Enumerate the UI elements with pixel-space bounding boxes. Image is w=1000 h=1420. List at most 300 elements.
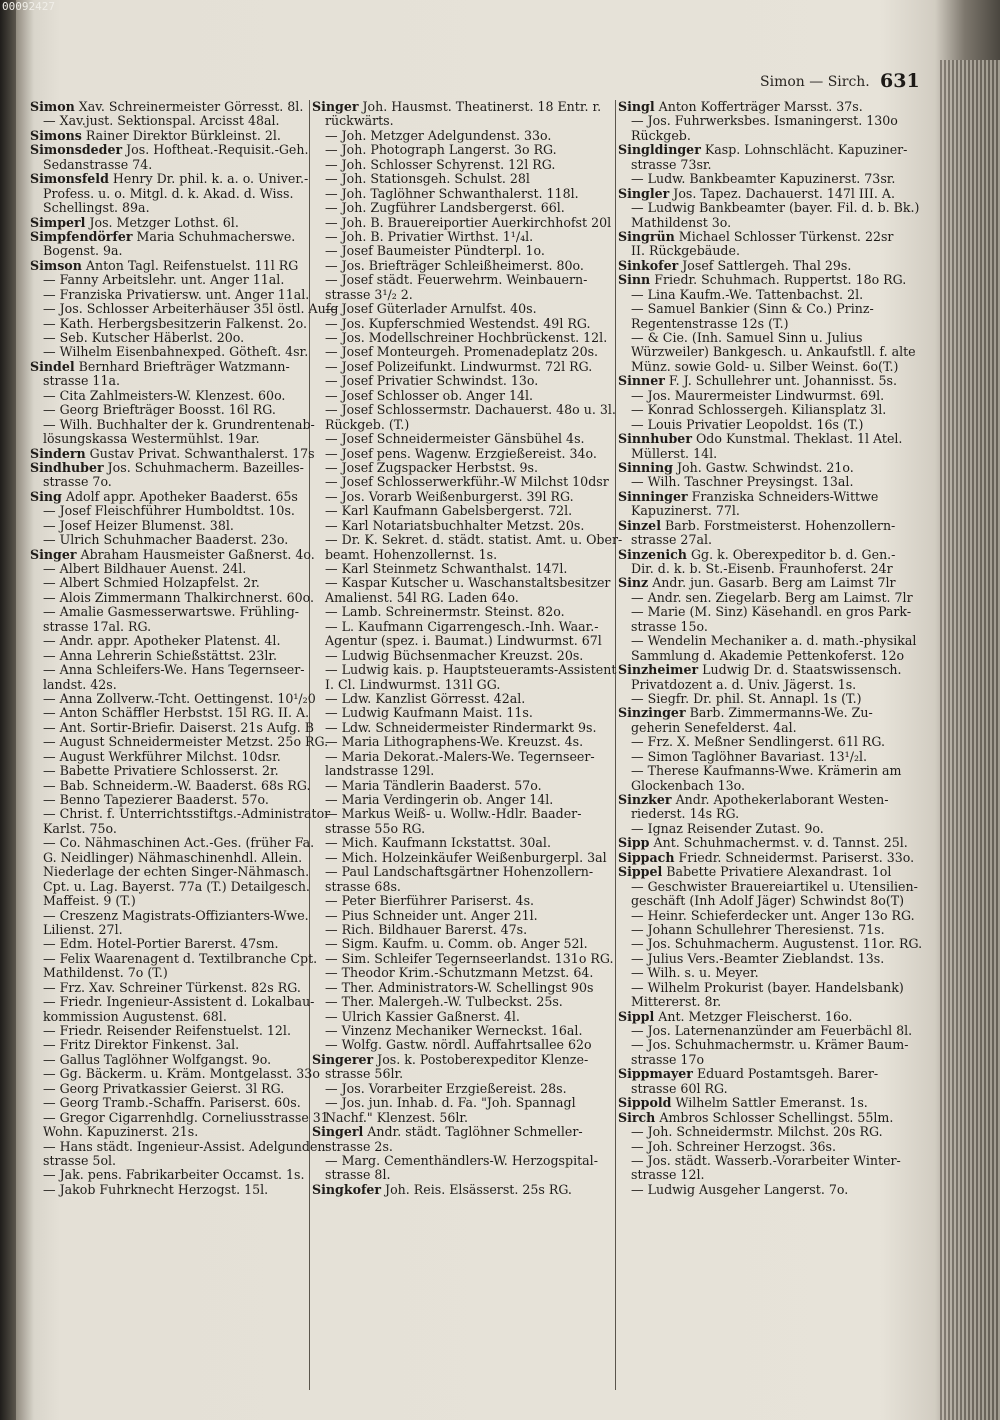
directory-entry-line — [618, 1067, 918, 1081]
entry-text: — Ulrich Kassier Gaßnerst. 4l. — [325, 1008, 520, 1024]
directory-entry-line — [312, 259, 614, 273]
directory-entry-line — [618, 793, 918, 807]
entry-text: — Josef Privatier Schwindst. 13o. — [325, 373, 539, 389]
directory-entry-line — [312, 302, 614, 316]
entry-text: Glockenbach 13o. — [631, 777, 746, 793]
entry-text: strasse 3¹/₂ 2. — [325, 286, 413, 302]
directory-entry-line — [312, 1168, 614, 1182]
directory-entry-line — [30, 678, 308, 692]
directory-entry-line — [30, 649, 308, 663]
directory-entry-line — [312, 100, 614, 114]
directory-entry-line — [312, 1082, 614, 1096]
directory-entry-line — [30, 994, 315, 1010]
entry-text: — L. Kaufmann Cigarrengesch.-Inh. Waar.- — [325, 618, 599, 634]
entry-text: strasse 68s. — [325, 878, 401, 894]
entry-text: — Cita Zahlmeisters-W. Klenzest. 60o. — [43, 387, 286, 403]
directory-entry-line — [618, 1024, 918, 1038]
surname-heading: Sinzker — [618, 792, 672, 807]
entry-text: — Hans städt. Ingenieur-Assist. Adelgunden- — [43, 1138, 330, 1154]
entry-text: strasse 56lr. — [325, 1066, 404, 1082]
directory-entry-line — [30, 143, 308, 157]
entry-text: — Josef Schlosser ob. Anger 14l. — [325, 387, 534, 403]
entry-text: — Julius Vers.-Beamter Zieblandst. 13s. — [631, 950, 885, 966]
entry-text: — Andr. sen. Ziegelarb. Berg am Laimst. 7lr — [631, 589, 913, 605]
entry-text: landstrasse 129l. — [325, 763, 435, 779]
directory-entry-line — [618, 649, 918, 663]
directory-entry-line — [312, 288, 614, 302]
directory-entry-line — [30, 244, 308, 258]
directory-entry-line — [30, 504, 308, 518]
entry-text: Jos. Hoftheat.-Requisit.-Geh. — [122, 142, 309, 158]
directory-entry-line — [312, 114, 614, 128]
entry-text: — Geschwister Brauereiartikel u. Utensilien- — [631, 878, 918, 894]
directory-entry-line — [618, 100, 918, 114]
entry-text: strasse 27al. — [631, 532, 712, 548]
directory-entry-line — [618, 389, 918, 403]
directory-entry-line — [312, 620, 614, 634]
directory-entry-line — [618, 317, 918, 331]
directory-entry-line — [312, 1038, 614, 1052]
directory-entry-line — [618, 273, 918, 287]
entry-text: — Marg. Cementhändlers-W. Herzogspital- — [325, 1152, 598, 1168]
surname-heading: Singer — [312, 99, 359, 114]
entry-text: — Josef Schlosserwerkführ.-W Milchst 10dsr — [325, 474, 609, 490]
directory-entry-line — [618, 909, 918, 923]
entry-text: Babette Privatiere Alexandrast. 1ol — [662, 864, 892, 880]
entry-text: landst. 42s. — [43, 676, 117, 692]
directory-entry-line — [312, 475, 614, 489]
entry-text: — August Werkführer Milchst. 10dsr. — [43, 748, 281, 764]
directory-entry-line — [30, 1168, 308, 1182]
directory-entry-line — [30, 345, 308, 359]
directory-entry-line — [30, 719, 315, 735]
surname-heading: Sippel — [618, 864, 663, 880]
directory-entry-line — [312, 764, 614, 778]
entry-text: I. Cl. Lindwurmst. 131l GG. — [325, 676, 501, 692]
entry-text: Dir. d. k. b. St.-Eisenb. Fraunhoferst. 24r — [631, 561, 893, 576]
entry-text: — Amalie Gasmesserwartswe. Frühling- — [43, 604, 300, 620]
entry-text: Andr. städt. Taglöhner Schmeller- — [363, 1124, 583, 1140]
directory-entry-line — [618, 692, 918, 706]
entry-text: Xav. Schreinermeister Görresst. 8l. — [74, 99, 304, 114]
directory-entry-line — [312, 129, 614, 143]
entry-text: — August Schneidermeister Metzst. 25o RG. — [43, 734, 329, 750]
directory-entry-line — [618, 288, 918, 302]
directory-entry-line — [312, 793, 614, 807]
entry-text: strasse 7o. — [43, 474, 112, 490]
entry-text: — Georg Tramb.-Schaffn. Pariserst. 60s. — [43, 1095, 301, 1111]
directory-entry-line — [30, 1024, 308, 1038]
directory-entry-line — [618, 735, 918, 749]
surname-heading: Sinninger — [618, 488, 688, 504]
entry-text: Maffeist. 9 (T.) — [43, 893, 136, 909]
directory-entry-line — [312, 851, 614, 865]
entry-text: — Dr. K. Sekret. d. städt. statist. Amt. u. Ober- — [325, 532, 623, 548]
directory-entry-line — [312, 649, 614, 663]
entry-text: — Gregor Cigarrenhdlg. Corneliusstrasse 31 — [43, 1109, 329, 1125]
directory-entry-line — [618, 114, 918, 128]
entry-text: Ludwig Dr. d. Staatswissensch. — [698, 662, 902, 678]
entry-text: — Anna Schleifers-We. Hans Tegernseer- — [43, 662, 305, 678]
entry-text: — Creszenz Magistrats-Offizianters-Wwe. — [43, 907, 309, 923]
directory-entry-line — [312, 447, 614, 461]
entry-text: Ant. Metzger Fleischerst. 16o. — [654, 1008, 853, 1024]
entry-text: Cpt. u. Lag. Bayerst. 77a (T.) Detailgesch. — [43, 878, 310, 894]
directory-entry-line — [618, 706, 918, 720]
entry-text: Jos. Tapez. Dachauerst. 147l III. A. — [669, 185, 895, 201]
directory-entry-line — [312, 158, 614, 172]
directory-entry-line — [312, 1154, 614, 1168]
directory-entry-line — [618, 764, 918, 778]
surname-heading: Simperl — [30, 214, 86, 230]
directory-entry-line — [618, 663, 918, 677]
entry-text: — Alois Zimmermann Thalkirchnerst. 60o. — [43, 589, 314, 605]
directory-entry-line — [30, 403, 308, 417]
directory-entry-line — [618, 187, 918, 201]
directory-entry-line — [618, 1111, 918, 1125]
directory-entry-line — [312, 662, 617, 678]
surname-heading: Singrün — [618, 228, 675, 244]
directory-entry-line — [30, 1154, 308, 1168]
entry-text: — Jos. städt. Wasserb.-Vorarbeiter Winter- — [631, 1152, 901, 1168]
entry-text: Amalienst. 54l RG. Laden 64o. — [325, 589, 519, 605]
entry-text: — Friedr. Reisender Reifenstuelst. 12l. — [43, 1023, 291, 1038]
entry-text: — Sigm. Kaufm. u. Comm. ob. Anger 52l. — [325, 936, 588, 952]
directory-entry-line — [30, 764, 308, 778]
directory-entry-line — [312, 403, 614, 417]
directory-entry-line — [30, 259, 308, 273]
directory-entry-line — [30, 620, 308, 634]
directory-entry-line — [618, 1038, 918, 1052]
book-gutter — [0, 0, 16, 1420]
entry-text: — Mich. Holzeinkäufer Weißenburgerpl. 3al — [325, 849, 607, 865]
directory-entry-line — [312, 1111, 614, 1125]
entry-text: — Bab. Schneiderm.-W. Baaderst. 68s RG. — [43, 777, 311, 793]
directory-entry-line — [618, 216, 918, 230]
entry-text: kommission Augustenst. 68l. — [43, 1008, 227, 1024]
entry-text: Bernhard Briefträger Watzmann- — [74, 358, 290, 374]
entry-text: — Seb. Kutscher Häberlst. 20o. — [43, 330, 245, 345]
entry-text: — Gg. Bäckerm. u. Kräm. Montgelasst. 33o — [43, 1066, 320, 1082]
directory-entry-line — [312, 1053, 614, 1067]
directory-entry-line — [618, 894, 918, 908]
directory-entry-line — [312, 836, 614, 850]
directory-entry-line — [30, 230, 308, 244]
directory-entry-line — [30, 187, 308, 201]
entry-text: — Jos. Maurermeister Lindwurmst. 69l. — [631, 387, 885, 403]
surname-heading: Simon — [30, 99, 75, 114]
directory-entry-line — [30, 923, 308, 937]
directory-entry-line — [618, 475, 918, 489]
entry-text: — Ignaz Reisender Zutast. 9o. — [631, 820, 824, 836]
directory-entry-line — [312, 822, 614, 836]
entry-text: — Josef Schneidermeister Gänsbühel 4s. — [325, 431, 585, 447]
entry-text: Joh. Reis. Elsässerst. 25s RG. — [381, 1181, 572, 1197]
page-edges — [940, 60, 1000, 1420]
entry-text: Müllerst. 14l. — [631, 445, 718, 461]
directory-entry-line — [618, 576, 918, 590]
entry-text: Mittererst. 8r. — [631, 994, 722, 1010]
directory-column-2 — [312, 99, 623, 1197]
entry-text: — Ludw. Bankbeamter Kapuzinerst. 73sr. — [631, 171, 896, 187]
directory-entry-line — [618, 605, 918, 619]
column-divider — [615, 100, 616, 1390]
entry-text: — Frz. Xav. Schreiner Türkenst. 82s RG. — [43, 979, 301, 995]
entry-text: — Paul Landschaftsgärtner Hohenzollern- — [325, 864, 594, 880]
directory-entry-line — [30, 562, 308, 576]
entry-text: — Marie (M. Sinz) Käsehandl. en gros Park- — [631, 604, 912, 620]
entry-text: — Josef städt. Feuerwehrm. Weinbauern- — [325, 272, 588, 288]
entry-text: Franziska Schneiders-Wittwe — [687, 488, 879, 504]
entry-text: Abraham Hausmeister Gaßnerst. 4o. — [76, 546, 315, 562]
directory-entry-line — [312, 432, 614, 446]
entry-text: II. Rückgebäude. — [631, 243, 740, 259]
directory-entry-line — [312, 937, 614, 951]
entry-text: — Ulrich Schuhmacher Baaderst. 23o. — [43, 532, 289, 548]
directory-entry-line — [30, 706, 308, 720]
directory-entry-line — [30, 317, 308, 331]
directory-entry-line — [312, 548, 614, 562]
entry-text: Gustav Privat. Schwanthalerst. 17s — [85, 445, 315, 461]
surname-heading: Sirch — [618, 1109, 656, 1125]
directory-entry-line — [618, 880, 918, 894]
directory-entry-line — [30, 576, 308, 590]
surname-heading: Sippl — [618, 1008, 655, 1024]
surname-heading: Singl — [618, 99, 655, 114]
entry-text: — Jos. Kupferschmied Westendst. 49l RG. — [325, 315, 591, 331]
entry-text: — Josef Baumeister Pündterpl. 1o. — [325, 243, 545, 259]
entry-text: — Joh. Stationsgeh. Schulst. 28l — [325, 171, 530, 187]
entry-text: — Lina Kaufm.-We. Tattenbachst. 2l. — [631, 286, 864, 302]
directory-entry-line — [312, 273, 614, 287]
directory-entry-line — [618, 807, 918, 821]
entry-text: — Joh. Zugführer Landsbergerst. 66l. — [325, 200, 565, 216]
directory-entry-line — [618, 981, 918, 995]
entry-text: — Joh. Schneidermstr. Milchst. 20s RG. — [631, 1124, 883, 1140]
directory-entry-line — [312, 230, 614, 244]
entry-text: riederst. 14s RG. — [631, 806, 740, 822]
directory-entry-line — [312, 331, 614, 345]
directory-entry-line — [30, 777, 311, 793]
directory-entry-line — [312, 461, 614, 475]
directory-entry-line — [312, 1125, 614, 1139]
directory-entry-line — [618, 548, 918, 562]
entry-text: Kapuzinerst. 77l. — [631, 503, 740, 519]
directory-entry-line — [30, 490, 308, 504]
entry-text: Rückgeb. — [631, 127, 691, 143]
entry-text: Sedanstrasse 74. — [43, 156, 153, 172]
surname-heading: Sinn — [618, 272, 651, 288]
entry-text: Karlst. 75o. — [43, 820, 117, 836]
entry-text: — Ludwig Bankbeamter (bayer. Fil. d. b. Bk.) — [631, 200, 920, 216]
entry-text: — Konrad Schlossergeh. Kiliansplatz 3l. — [631, 402, 887, 418]
entry-text: — Peter Bierführer Pariserst. 4s. — [325, 893, 535, 909]
entry-text: Michael Schlosser Türkenst. 22sr — [674, 228, 894, 244]
entry-text: — Kath. Herbergsbesitzerin Falkenst. 2o. — [43, 315, 308, 331]
entry-text: Schellingst. 89a. — [43, 200, 150, 216]
directory-entry-line — [312, 1024, 614, 1038]
directory-entry-line — [30, 416, 315, 432]
directory-entry-line — [30, 1066, 320, 1082]
directory-entry-line — [30, 1010, 308, 1024]
entry-text: — Joh. B. Brauereiportier Auerkirchhofst 20l — [325, 214, 612, 230]
entry-text: — Simon Taglöhner Bavariast. 13¹/₂l. — [631, 748, 868, 764]
entry-text: — Heinr. Schieferdecker unt. Anger 13o RG. — [631, 907, 915, 923]
entry-text: — Wilhelm Prokurist (bayer. Handelsbank) — [631, 979, 904, 995]
directory-entry-line — [312, 360, 614, 374]
entry-text: — Jak. pens. Fabrikarbeiter Occamst. 1s. — [43, 1167, 305, 1183]
directory-entry-line — [618, 345, 918, 359]
entry-text: strasse 8l. — [325, 1167, 391, 1183]
entry-text: Jos. Schuhmacherm. Bazeilles- — [103, 459, 304, 475]
directory-entry-line — [312, 750, 614, 764]
directory-entry-line — [312, 706, 614, 720]
entry-text: — Jos. Schlosser Arbeiterhäuser 35l östl. Aufg — [43, 301, 339, 317]
directory-entry-line — [30, 100, 308, 114]
directory-entry-line — [618, 1053, 918, 1067]
directory-entry-line — [312, 952, 614, 966]
entry-text: — Andr. appr. Apotheker Platenst. 4l. — [43, 633, 281, 649]
directory-entry-line — [30, 216, 308, 230]
entry-text: — Ldw. Kanzlist Görresst. 42al. — [325, 690, 526, 706]
directory-entry-line — [30, 880, 308, 894]
directory-entry-line — [312, 591, 614, 605]
directory-entry-line — [312, 865, 614, 879]
directory-entry-line — [618, 952, 918, 966]
directory-entry-line — [30, 331, 308, 345]
entry-text: Friedr. Schneidermst. Pariserst. 33o. — [674, 849, 915, 865]
directory-entry-line — [618, 966, 918, 980]
entry-text: — Maria Dekorat.-Malers-We. Tegernseer- — [325, 748, 595, 764]
entry-text: — Wilh. Buchhalter der k. Grundrentenab- — [43, 416, 315, 432]
directory-entry-line — [30, 634, 308, 648]
entry-text: — Jos. Laternenanzünder am Feuerbächl 8l. — [631, 1023, 913, 1038]
entry-text: — Mich. Kaufmann Ickstattst. 30al. — [325, 835, 551, 851]
directory-entry-line — [30, 533, 308, 547]
entry-text: — Louis Privatier Leopoldst. 16s (T.) — [631, 416, 864, 432]
surname-heading: Sippach — [618, 849, 675, 865]
directory-entry-line — [618, 995, 918, 1009]
surname-heading: Sipp — [618, 835, 650, 851]
directory-entry-line — [312, 1010, 614, 1024]
entry-text: Regentenstrasse 12s (T.) — [631, 315, 789, 331]
surname-heading: Sindern — [30, 445, 86, 461]
directory-entry-line — [30, 158, 308, 172]
directory-entry-line — [312, 981, 614, 995]
directory-entry-line — [312, 490, 614, 504]
directory-entry-line — [618, 374, 918, 388]
entry-text: — Felix Waarenagent d. Textilbranche Cpt. — [43, 950, 318, 966]
entry-text: — Maria Lithographens-We. Kreuzst. 4s. — [325, 734, 584, 750]
entry-text: Mathildenst 3o. — [631, 214, 732, 230]
entry-text: Profess. u. o. Mitgl. d. k. Akad. d. Wiss. — [43, 185, 294, 201]
directory-entry-line — [312, 504, 614, 518]
entry-text: geschäft (Inh Adolf Jäger) Schwindst 8o(T) — [631, 893, 905, 909]
entry-text: Rainer Direktor Bürkleinst. 2l. — [81, 127, 281, 143]
directory-entry-line — [30, 851, 308, 865]
directory-entry-line — [618, 360, 918, 374]
entry-text: — Joh. Photograph Langerst. 3o RG. — [325, 142, 557, 158]
directory-entry-line — [618, 129, 918, 143]
directory-entry-line — [30, 360, 308, 374]
directory-entry-line — [30, 461, 308, 475]
directory-entry-line — [30, 937, 308, 951]
entry-text: strasse 11a. — [43, 373, 120, 389]
directory-entry-line — [30, 445, 315, 461]
entry-text: — Fanny Arbeitslehr. unt. Anger 11al. — [43, 272, 285, 288]
directory-entry-line — [30, 806, 331, 822]
directory-entry-line — [30, 1096, 308, 1110]
directory-entry-line — [30, 172, 308, 186]
entry-text: Agentur (spez. i. Baumat.) Lindwurmst. 67l — [325, 633, 602, 649]
directory-entry-line — [312, 1067, 614, 1081]
entry-text: — Josef Heizer Blumenst. 38l. — [43, 517, 234, 533]
entry-text: strasse 55o RG. — [325, 820, 426, 836]
entry-text: Gg. k. Oberexpeditor b. d. Gen.- — [686, 546, 896, 562]
directory-entry-line — [312, 923, 614, 937]
directory-entry-line — [618, 923, 918, 937]
directory-entry-line — [312, 1096, 614, 1110]
entry-text: Privatdozent a. d. Univ. Jägerst. 1s. — [631, 676, 857, 692]
entry-text: — Joh. Metzger Adelgundenst. 33o. — [325, 127, 552, 143]
directory-entry-line — [618, 562, 918, 576]
entry-text: Maria Schuhmacherswe. — [132, 228, 296, 244]
directory-entry-line — [618, 519, 918, 533]
entry-text: Barb. Zimmermanns-We. Zu- — [685, 705, 873, 721]
entry-text: Barb. Forstmeisterst. Hohenzollern- — [660, 517, 896, 533]
entry-text: — & Cie. (Inh. Samuel Sinn u. Julius — [631, 330, 863, 345]
directory-entry-line — [618, 230, 918, 244]
entry-text: Lilienst. 27l. — [43, 921, 123, 937]
directory-entry-line — [312, 995, 614, 1009]
surname-heading: Sinzel — [618, 517, 661, 533]
entry-text: — Joh. Taglöhner Schwanthalerst. 118l. — [325, 185, 579, 201]
directory-entry-line — [30, 894, 308, 908]
entry-text: — Wendelin Mechaniker a. d. math.-physikal — [631, 633, 917, 649]
surname-heading: Sindhuber — [30, 459, 104, 475]
directory-entry-line — [618, 244, 918, 258]
directory-entry-line — [30, 1183, 308, 1197]
directory-entry-line — [312, 519, 614, 533]
surname-heading: Simonsfeld — [30, 171, 109, 187]
directory-entry-line — [312, 345, 614, 359]
entry-text: Andr. Apothekerlaborant Westen- — [671, 792, 889, 807]
entry-text: — Georg Privatkassier Geierst. 3l RG. — [43, 1080, 285, 1096]
entry-text: strasse 17al. RG. — [43, 618, 152, 634]
entry-text: Henry Dr. phil. k. a. o. Univer.- — [108, 171, 309, 187]
entry-text: — Karl Kaufmann Gabelsbergerst. 72l. — [325, 503, 573, 519]
entry-text: Mathildenst. 7o (T.) — [43, 965, 168, 981]
entry-text: — Josef Fleischführer Humboldtst. 10s. — [43, 503, 295, 519]
entry-text: Ambros Schlosser Schellingst. 55lm. — [655, 1109, 894, 1125]
directory-entry-line — [312, 909, 614, 923]
page-number: 631 — [880, 70, 920, 92]
directory-entry-line — [618, 1183, 918, 1197]
directory-entry-line — [618, 418, 918, 432]
entry-text: — Josef Monteurgeh. Promenadeplatz 20s. — [325, 344, 599, 360]
surname-heading: Sippmayer — [618, 1066, 693, 1082]
surname-heading: Sinkofer — [618, 257, 679, 273]
directory-entry-line — [312, 1140, 614, 1154]
directory-entry-line — [312, 735, 614, 749]
directory-entry-line — [618, 533, 918, 547]
entry-text: — Georg Briefträger Boosst. 16l RG. — [43, 402, 276, 418]
directory-entry-line — [618, 936, 923, 952]
directory-entry-line — [312, 880, 614, 894]
surname-heading: Sing — [30, 488, 62, 504]
entry-text: strasse 2s. — [325, 1138, 393, 1154]
entry-text: — Josef pens. Wagenw. Erzgießereist. 34o. — [325, 445, 597, 461]
